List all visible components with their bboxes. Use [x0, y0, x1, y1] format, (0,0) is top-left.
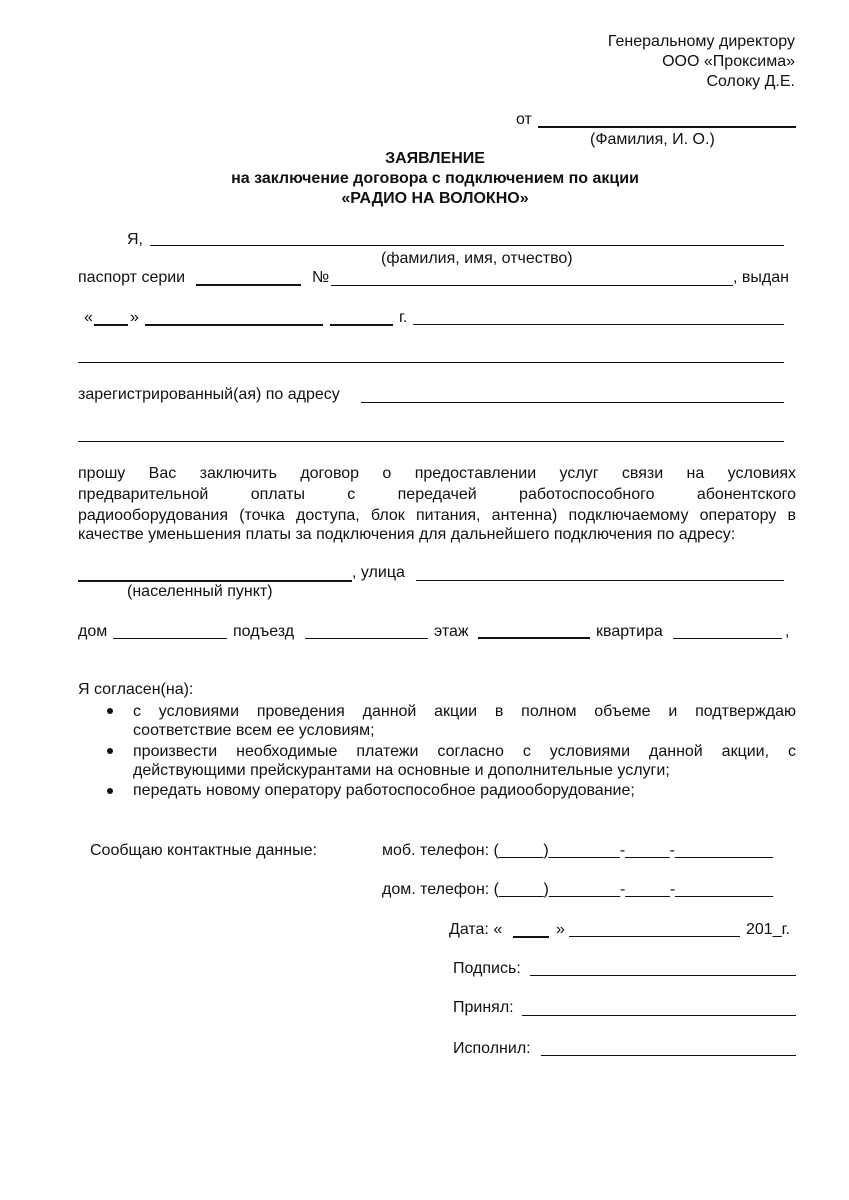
- from-label: от: [516, 111, 532, 128]
- from-name-field[interactable]: [538, 126, 796, 128]
- date-day-field[interactable]: [513, 936, 549, 938]
- request-line-4: качестве уменьшения платы за подключения для дальнейшего подключения по адресу:: [78, 526, 736, 543]
- date-quote-close: »: [556, 921, 565, 938]
- bullet-icon: [107, 788, 113, 794]
- apartment-trailing-comma: ,: [785, 623, 790, 640]
- addressee-line-1: Генеральному директору: [607, 33, 795, 50]
- request-line-2: предварительной оплаты с передачей работоспособного абонентского: [78, 486, 796, 503]
- street-field[interactable]: [416, 580, 784, 581]
- agreement-item-1-line-2: соответствие всем ее условиям;: [133, 722, 375, 739]
- document-subtitle: на заключение договора с подключением по акции: [231, 170, 639, 187]
- agreement-item-1-line-1: с условиями проведения данной акции в полном объеме и подтверждаю: [133, 703, 796, 720]
- date-label: Дата: «: [449, 921, 503, 938]
- date-month-field[interactable]: [569, 936, 740, 937]
- contacts-label: Сообщаю контактные данные:: [90, 842, 317, 859]
- applicant-fio-hint: (фамилия, имя, отчество): [381, 250, 573, 267]
- promo-name: «РАДИО НА ВОЛОКНО»: [341, 190, 529, 207]
- registered-address-field[interactable]: [361, 402, 784, 403]
- executed-label: Исполнил:: [453, 1040, 531, 1057]
- street-label: , улица: [352, 564, 405, 581]
- addressee-line-3: Солоку Д.Е.: [706, 73, 795, 90]
- registered-address-label: зарегистрированный(ая) по адресу: [78, 386, 340, 403]
- passport-series-label: паспорт серии: [78, 269, 186, 286]
- issue-day-field[interactable]: [94, 324, 128, 326]
- home-phone-field[interactable]: дом. телефон: (_____)________-_____-___________: [382, 881, 774, 898]
- apartment-label: квартира: [596, 623, 663, 640]
- issue-date-quote-close: »: [130, 309, 139, 326]
- applicant-ya: Я,: [127, 231, 143, 248]
- passport-issued-label: , выдан: [733, 269, 789, 286]
- registered-address-field-2[interactable]: [78, 441, 784, 442]
- entrance-field[interactable]: [305, 638, 428, 639]
- accepted-label: Принял:: [453, 999, 514, 1016]
- document-title: ЗАЯВЛЕНИЕ: [385, 150, 485, 167]
- floor-label: этаж: [434, 623, 469, 640]
- issued-by-field-2[interactable]: [78, 362, 784, 363]
- date-year-suffix: 201_г.: [746, 921, 790, 938]
- request-line-3: радиооборудования (точка доступа, блок питания, антенна) подключаемому оператору в: [78, 507, 796, 524]
- house-field[interactable]: [113, 638, 227, 639]
- request-line-1: прошу Вас заключить договор о предоставлении услуг связи на условиях: [78, 465, 796, 482]
- issue-year-field[interactable]: [330, 324, 393, 326]
- passport-number-field[interactable]: [331, 285, 733, 286]
- accepted-field[interactable]: [522, 1015, 796, 1016]
- applicant-fio-field[interactable]: [150, 245, 784, 246]
- house-label: дом: [78, 623, 108, 640]
- entrance-label: подъезд: [233, 623, 295, 640]
- agreement-heading: Я согласен(на):: [78, 681, 194, 698]
- passport-series-field[interactable]: [196, 284, 301, 286]
- executed-field[interactable]: [541, 1055, 796, 1056]
- from-hint: (Фамилия, И. О.): [590, 131, 715, 148]
- agreement-item-3: передать новому оператору работоспособное радиооборудование;: [133, 782, 635, 799]
- agreement-item-2-line-2: действующими прейскурантами на основные и дополнительные услуги;: [133, 762, 670, 779]
- locality-hint: (населенный пункт): [127, 583, 273, 600]
- issued-by-field[interactable]: [413, 324, 784, 325]
- issue-month-field[interactable]: [145, 324, 323, 326]
- agreement-item-2-line-1: произвести необходимые платежи согласно с условиями данной акции, с: [133, 743, 796, 760]
- bullet-icon: [107, 748, 113, 754]
- addressee-line-2: ООО «Проксима»: [662, 53, 795, 70]
- mobile-phone-field[interactable]: моб. телефон: (_____)________-_____-___________: [382, 842, 773, 859]
- floor-field[interactable]: [478, 637, 590, 639]
- signature-label: Подпись:: [453, 960, 521, 977]
- issue-year-suffix: г.: [399, 309, 408, 326]
- issue-date-quote-open: «: [84, 309, 93, 326]
- signature-field[interactable]: [530, 975, 796, 976]
- bullet-icon: [107, 708, 113, 714]
- apartment-field[interactable]: [673, 638, 782, 639]
- passport-number-label: №: [312, 269, 330, 286]
